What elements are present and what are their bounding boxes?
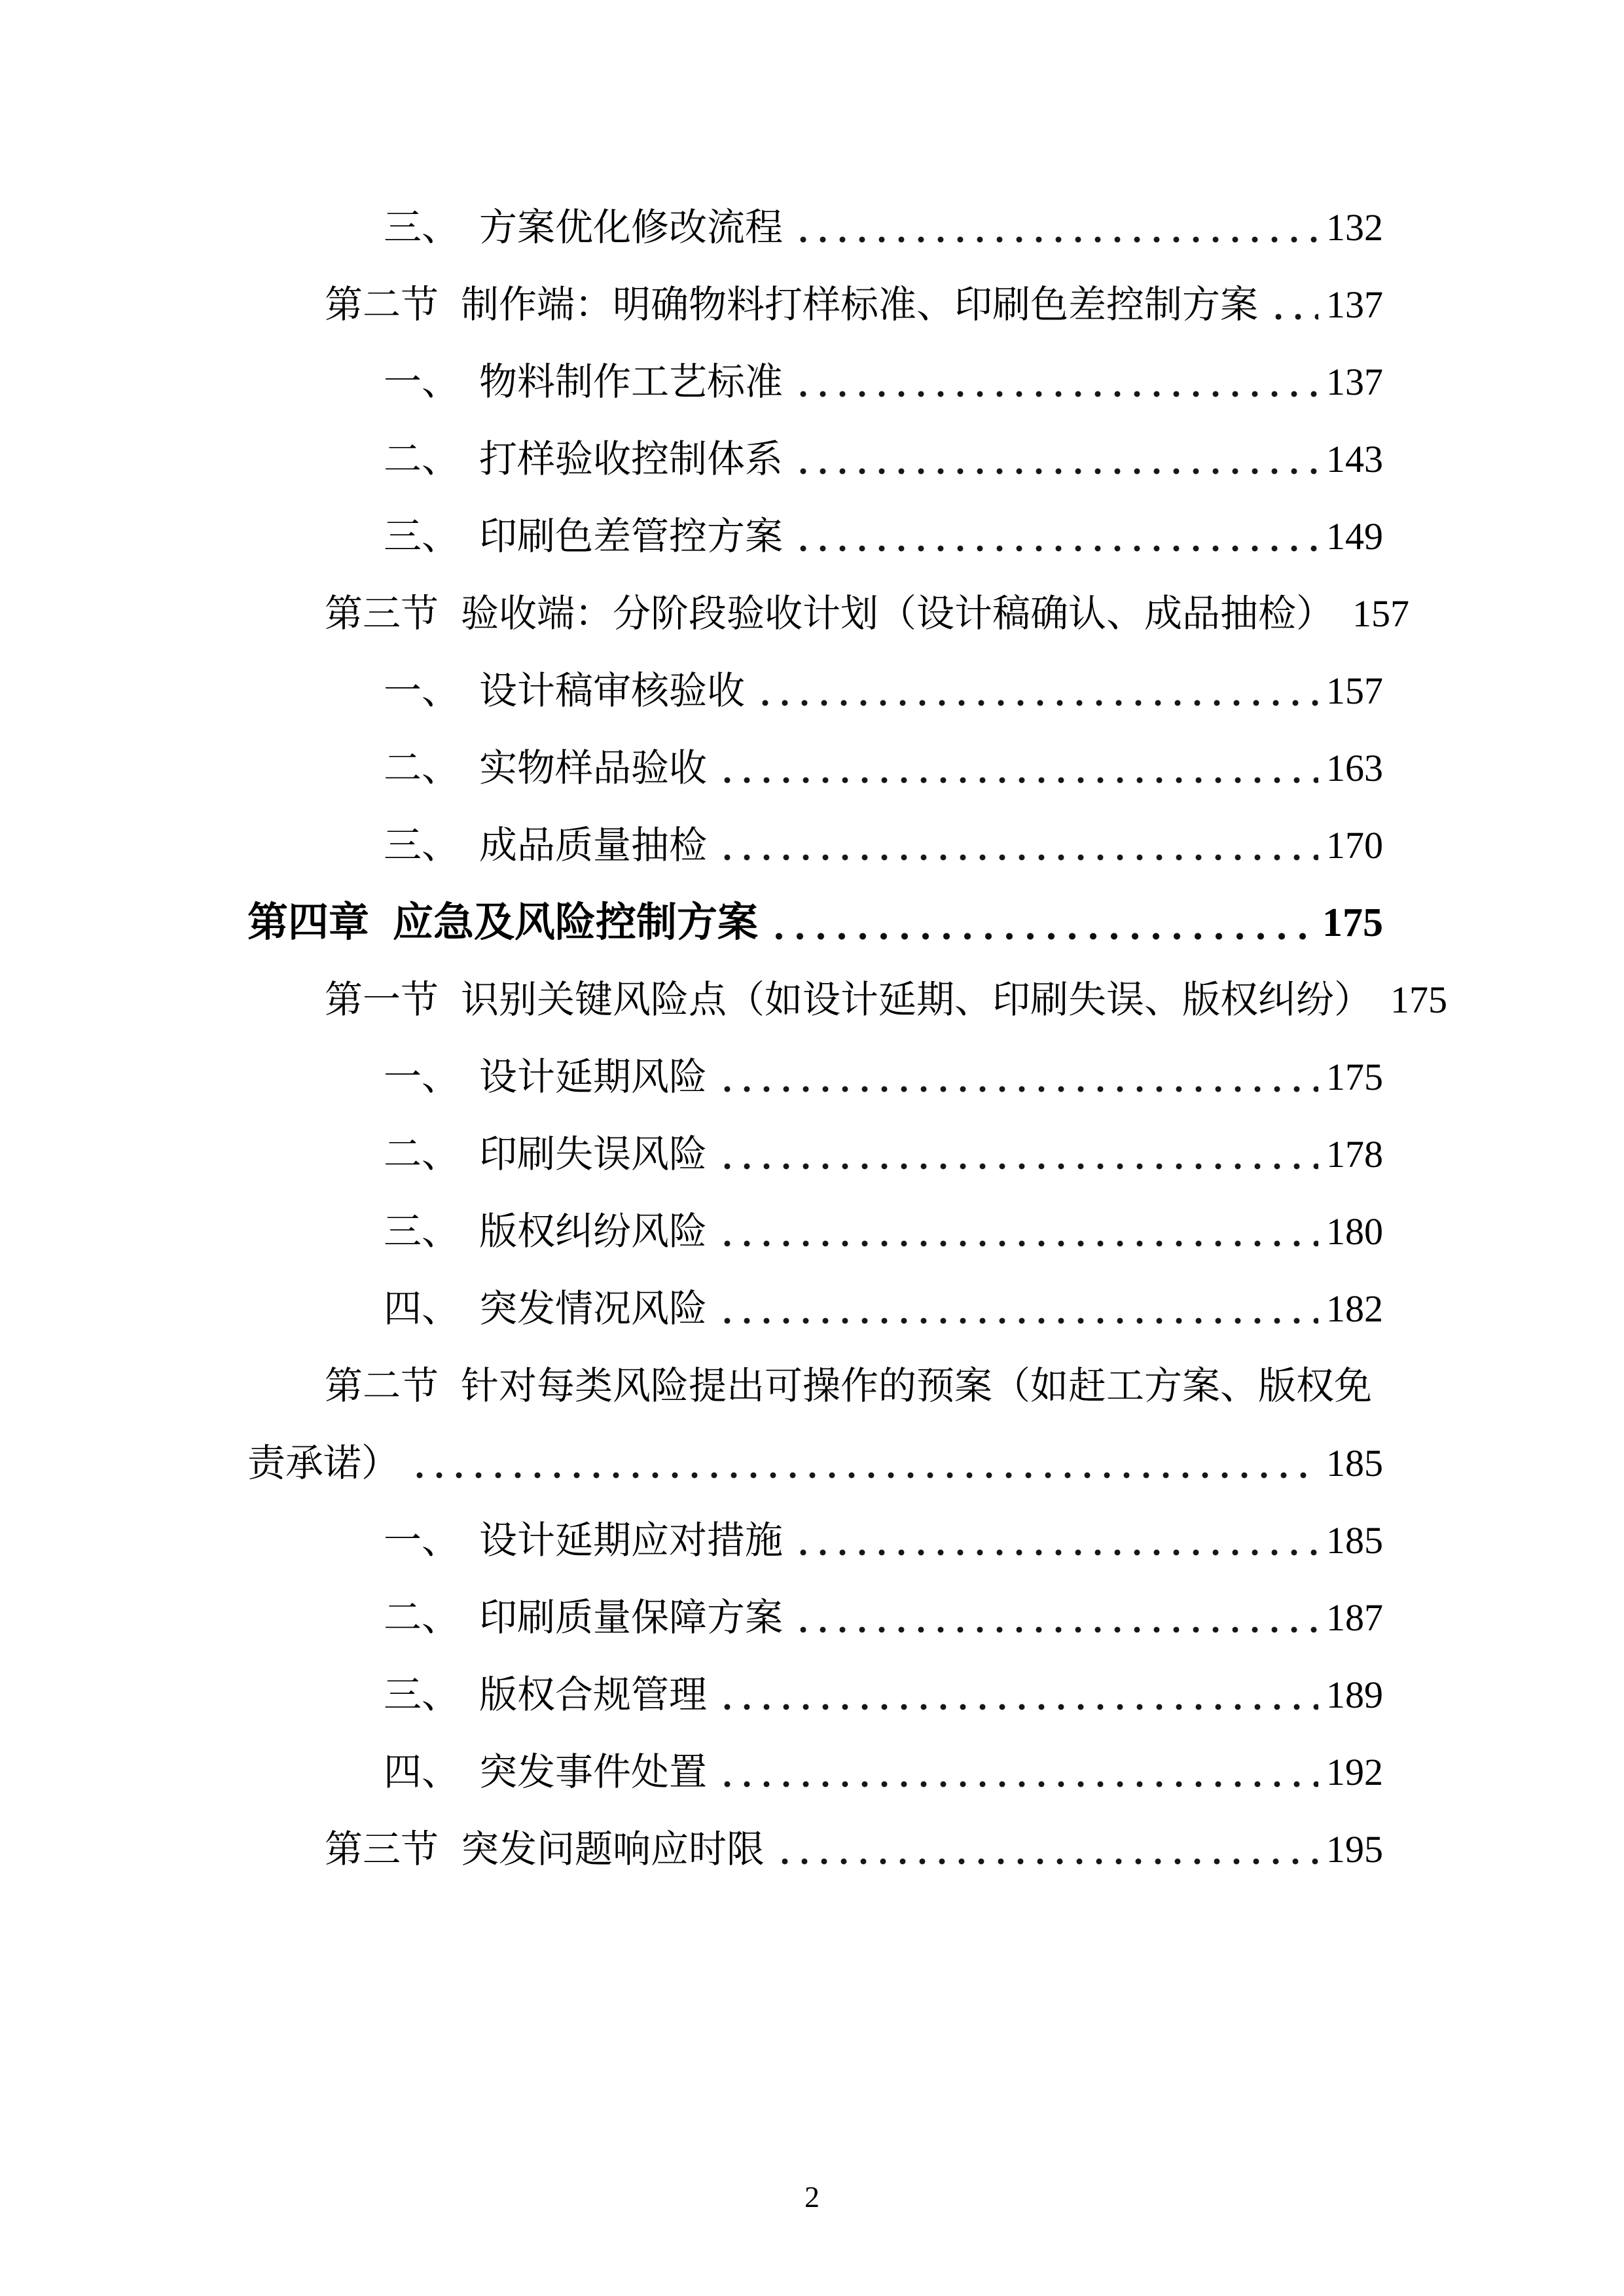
- toc-entry-title: 印刷色差管控方案: [479, 515, 784, 558]
- toc-entry-title: 物料制作工艺标准: [479, 361, 784, 403]
- toc-entry-label: 一、: [384, 361, 460, 403]
- toc-entry-label: 二、: [384, 1133, 460, 1175]
- dot-leader: [793, 189, 1318, 266]
- toc-entry-page-number: 149: [1326, 515, 1383, 558]
- toc-entry-label: 三、: [384, 1674, 460, 1716]
- dot-leader: [755, 653, 1318, 730]
- toc-entry-title: 版权合规管理: [479, 1674, 708, 1716]
- toc-entry-title: 版权纠纷风险: [479, 1210, 708, 1253]
- toc-entry-page-number: 175: [1326, 1056, 1383, 1098]
- dot-leader: [717, 1039, 1318, 1116]
- toc-entry-label: 三、: [384, 1210, 460, 1253]
- toc-entry-title: 设计延期应对措施: [479, 1519, 784, 1562]
- toc-entry-page-number: 163: [1326, 747, 1383, 789]
- toc-entry-page-number: 182: [1326, 1287, 1383, 1330]
- toc-entry-page-number: 195: [1326, 1828, 1383, 1871]
- toc-entry-title: 设计延期风险: [479, 1056, 708, 1098]
- toc-entry-title: 实物样品验收: [479, 747, 708, 789]
- toc-entry[interactable]: [247, 266, 1383, 344]
- toc-entry[interactable]: [247, 189, 1383, 266]
- toc-entry-title: 印刷失误风险: [479, 1133, 708, 1175]
- dot-leader: [793, 1502, 1318, 1579]
- toc-entry-label: 第一节: [325, 978, 439, 1021]
- toc-entry-page-number: 175: [1390, 978, 1448, 1021]
- toc-entry-title: 应急及风险控制方案: [393, 901, 759, 945]
- toc-entry[interactable]: [247, 1425, 1383, 1502]
- page-footer: [0, 2174, 1624, 2220]
- toc-entry[interactable]: [247, 1502, 1383, 1579]
- toc-entry[interactable]: [247, 884, 1383, 961]
- toc-entry[interactable]: [247, 653, 1383, 730]
- toc-entry-page-number: 185: [1326, 1519, 1383, 1562]
- toc-entry-label: 第三节: [325, 592, 439, 635]
- toc-entry-title: 成品质量抽检: [479, 824, 708, 867]
- toc-entry-title: 突发情况风险: [479, 1287, 708, 1330]
- toc-entry-page-number: 143: [1326, 438, 1383, 480]
- dot-leader: [717, 1193, 1318, 1270]
- toc-entry-label: 四、: [384, 1287, 460, 1330]
- toc-entry-page-number: 170: [1326, 824, 1383, 867]
- toc-entry-title: 验收端：分阶段验收计划（设计稿确认、成品抽检）: [461, 592, 1335, 635]
- toc-entry[interactable]: [247, 1270, 1383, 1348]
- toc-entry[interactable]: [247, 421, 1383, 498]
- toc-entry-page-number: 180: [1326, 1210, 1383, 1253]
- toc-entry-page-number: 137: [1326, 283, 1383, 326]
- toc-entry[interactable]: [247, 498, 1383, 575]
- toc-entry-page-number: 137: [1326, 361, 1383, 403]
- toc-entry-page-number: 132: [1326, 206, 1383, 249]
- toc-entry-label: 第二节: [325, 283, 439, 326]
- toc-entry-label: 三、: [384, 824, 460, 867]
- dot-leader: [775, 1811, 1318, 1888]
- toc-entry[interactable]: [247, 1116, 1383, 1193]
- toc-entry-page-number: 185: [1326, 1442, 1383, 1484]
- toc-entry-label: 第三节: [325, 1828, 439, 1871]
- toc-entry-title: 打样验收控制体系: [479, 438, 784, 480]
- toc-entry-page-number: 157: [1326, 670, 1383, 712]
- toc-entry-label: 一、: [384, 1519, 460, 1562]
- toc-entry[interactable]: [247, 1579, 1383, 1657]
- toc-entry-label: 一、: [384, 1056, 460, 1098]
- toc-entry-label: 二、: [384, 1596, 460, 1639]
- toc: [247, 189, 1448, 1888]
- toc-entry-title: 方案优化修改流程: [479, 206, 784, 249]
- toc-entry-title: 识别关键风险点（如设计延期、印刷失误、版权纠纷）: [461, 978, 1373, 1021]
- toc-entry[interactable]: [247, 1811, 1383, 1888]
- dot-leader: [793, 344, 1318, 421]
- toc-entry[interactable]: [247, 730, 1383, 807]
- toc-entry-label: 第四章: [247, 901, 370, 945]
- toc-entry-title-continued: 责承诺）: [247, 1442, 400, 1484]
- dot-leader: [717, 1657, 1318, 1734]
- toc-entry-label: 第二节: [325, 1365, 439, 1407]
- toc-entry-label: 三、: [384, 206, 460, 249]
- dot-leader: [717, 1734, 1318, 1811]
- toc-entry[interactable]: [247, 807, 1383, 884]
- dot-leader: [717, 1270, 1318, 1348]
- dot-leader: [1269, 266, 1318, 344]
- dot-leader: [717, 730, 1318, 807]
- toc-entry[interactable]: [247, 344, 1383, 421]
- dot-leader: [793, 498, 1318, 575]
- toc-entry[interactable]: [247, 575, 1410, 653]
- toc-entry-title: 设计稿审核验收: [479, 670, 746, 712]
- toc-entry[interactable]: [247, 1657, 1383, 1734]
- toc-entry-label: 二、: [384, 438, 460, 480]
- toc-entry-page-number: 157: [1352, 592, 1410, 635]
- toc-entry-page-number: 187: [1326, 1596, 1383, 1639]
- toc-entry-label: 一、: [384, 670, 460, 712]
- toc-entry-label: 三、: [384, 515, 460, 558]
- toc-entry-title: 突发事件处置: [479, 1751, 708, 1793]
- dot-leader: [410, 1425, 1318, 1502]
- toc-entry-title: 突发问题响应时限: [461, 1828, 765, 1871]
- toc-entry-page-number: 178: [1326, 1133, 1383, 1175]
- page-number: 2: [804, 2180, 820, 2214]
- toc-entry-page-number: 192: [1326, 1751, 1383, 1793]
- toc-entry-title: 印刷质量保障方案: [479, 1596, 784, 1639]
- dot-leader: [768, 884, 1314, 961]
- dot-leader: [717, 807, 1318, 884]
- toc-entry-title: 针对每类风险提出可操作的预案（如赶工方案、版权免: [461, 1365, 1373, 1407]
- dot-leader: [793, 1579, 1318, 1657]
- toc-entry[interactable]: [247, 961, 1448, 1039]
- toc-entry-page-number: 189: [1326, 1674, 1383, 1716]
- toc-entry[interactable]: [247, 1348, 1383, 1425]
- dot-leader: [793, 421, 1318, 498]
- toc-entry-label: 二、: [384, 747, 460, 789]
- toc-entry-label: 四、: [384, 1751, 460, 1793]
- toc-entry-page-number: 175: [1322, 901, 1383, 945]
- toc-entry[interactable]: [247, 1734, 1383, 1811]
- dot-leader: [717, 1116, 1318, 1193]
- toc-entry-title: 制作端：明确物料打样标准、印刷色差控制方案: [461, 283, 1259, 326]
- toc-entry[interactable]: [247, 1193, 1383, 1270]
- toc-entry[interactable]: [247, 1039, 1383, 1116]
